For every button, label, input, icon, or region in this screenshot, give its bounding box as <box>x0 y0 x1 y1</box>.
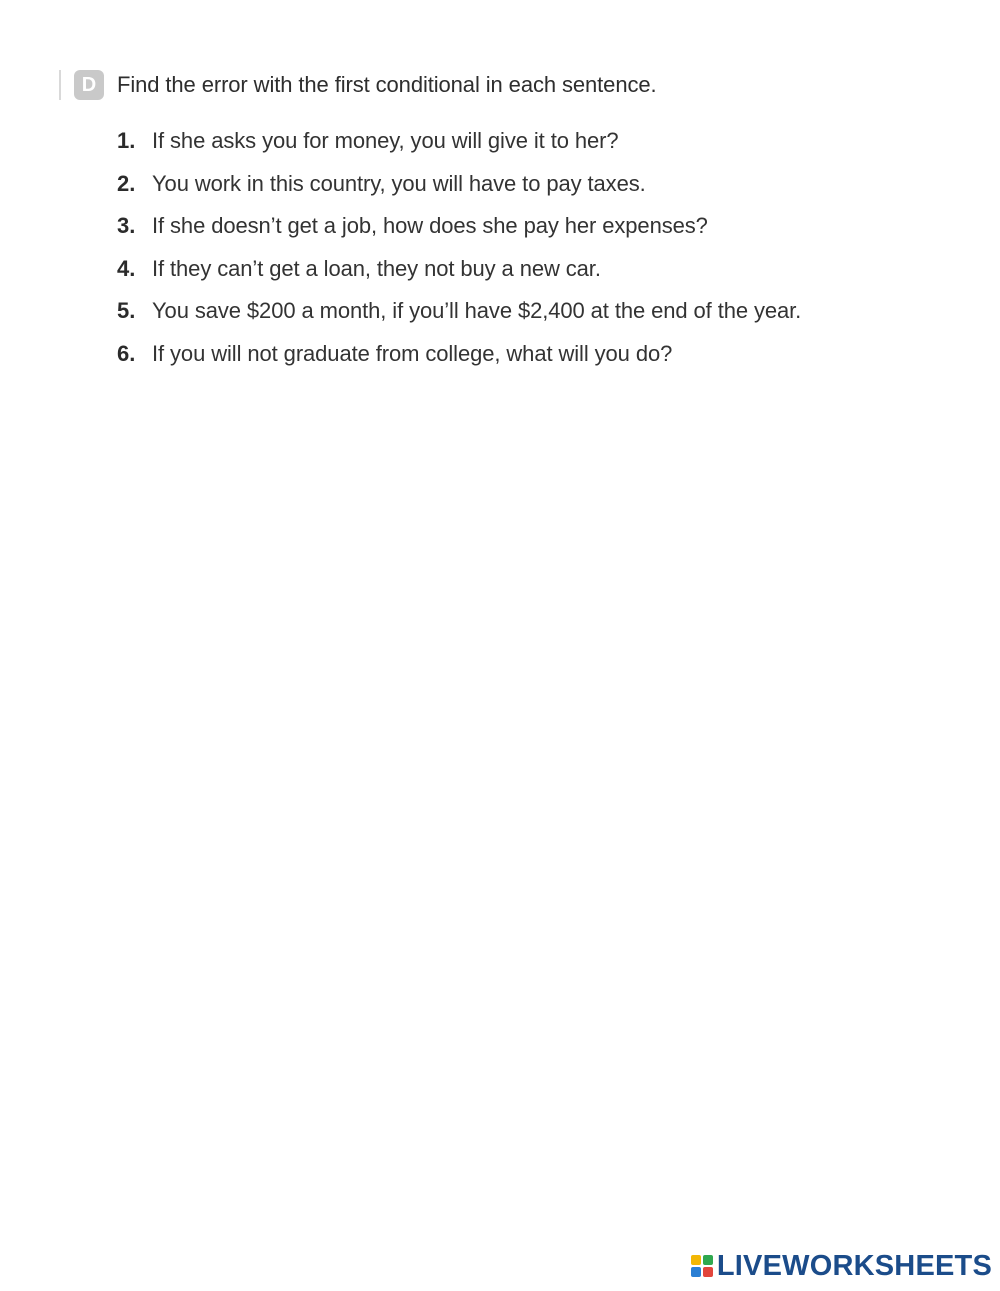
question-item <box>117 256 801 299</box>
exercise-badge: D <box>74 70 104 100</box>
question-item <box>117 298 801 341</box>
question-number: 1. <box>117 128 136 153</box>
liveworksheets-logo-icon <box>691 1255 713 1277</box>
logo-square <box>691 1267 701 1277</box>
brand-name: LIVEWORKSHEETS <box>716 1249 992 1282</box>
exercise-header <box>74 68 657 102</box>
question-item <box>117 128 801 171</box>
question-text: If she doesn’t get a job, how does she pay her expenses? <box>152 213 708 238</box>
exercise-instruction: Find the error with the first conditional in each sentence. <box>117 72 657 97</box>
question-list <box>117 128 801 383</box>
question-number: 6. <box>117 340 136 366</box>
left-margin-bar <box>59 70 61 100</box>
question-number: 3. <box>117 213 136 238</box>
question-number: 4. <box>117 255 136 281</box>
question-text: You work in this country, you will have to pay taxes. <box>152 170 646 196</box>
question-number: 5. <box>117 298 136 323</box>
question-text: If she asks you for money, you will give it to her? <box>152 128 619 153</box>
brand-watermark <box>691 1249 992 1283</box>
logo-square <box>691 1255 701 1265</box>
question-text: If you will not graduate from college, what will you do? <box>152 340 673 366</box>
question-item <box>117 213 801 256</box>
question-item <box>117 341 801 384</box>
question-text: If they can’t get a loan, they not buy a new car. <box>152 255 601 281</box>
question-item <box>117 171 801 214</box>
question-number: 2. <box>117 170 136 196</box>
question-text: You save $200 a month, if you’ll have $2,400 at the end of the year. <box>152 298 802 323</box>
logo-square <box>703 1267 713 1277</box>
logo-square <box>703 1255 713 1265</box>
